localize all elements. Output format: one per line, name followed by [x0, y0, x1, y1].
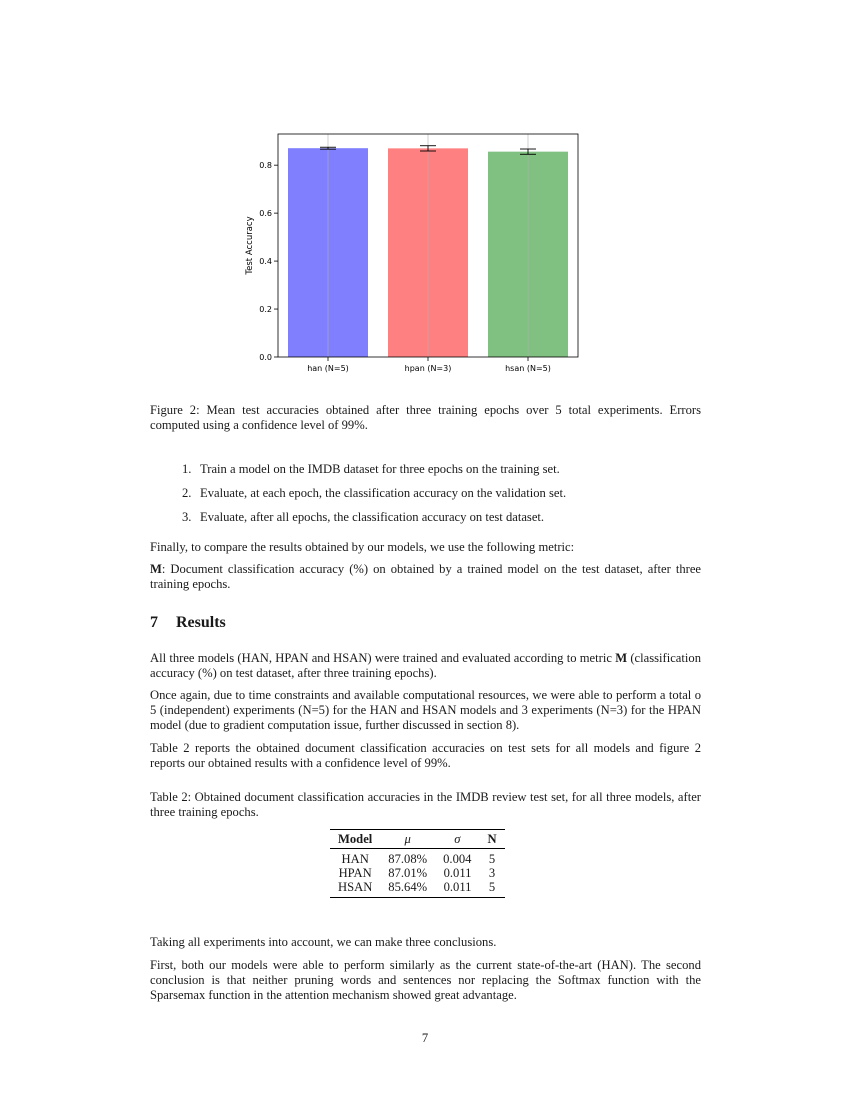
conclusion-paragraph-2: First, both our models were able to perform similarly as the current state-of-the-art (HAN). The second conclusion is that neither pruning words and sentences nor replacing the Softmax function with the Sparsemax function in the attention mechanism showed great advantage.	[150, 958, 701, 1002]
y-axis-ticks	[259, 161, 278, 362]
metric-intro: Finally, to compare the results obtained by our models, we use the following metric:	[150, 540, 575, 554]
y-tick-label: 0.4	[259, 257, 272, 267]
table-row	[330, 866, 505, 880]
text-run: All three models (HAN, HPAN and HSAN) were trained and evaluated according to metric	[150, 651, 616, 665]
cell-n: 5	[479, 880, 504, 898]
table-caption: Table 2: Obtained document classification accuracies in the IMDB review test set, for all three models, after three training epochs.	[150, 790, 701, 819]
table-row	[330, 880, 505, 898]
conclusion-paragraph-1: Taking all experiments into account, we can make three conclusions.	[150, 935, 497, 949]
cell-sigma: 0.004	[443, 852, 472, 866]
cell-mu: 85.64%	[380, 880, 435, 898]
y-tick-label: 0.0	[259, 353, 272, 362]
cell-mu: 87.01%	[388, 866, 428, 880]
list-item	[182, 486, 702, 501]
section-title: Results	[176, 614, 226, 631]
section-number: 7	[150, 614, 158, 631]
metric-label: M	[150, 562, 162, 576]
table-header-row	[330, 830, 505, 849]
x-tick-label: han (N=5)	[307, 364, 349, 373]
y-axis-label: Test Accuracy	[245, 216, 255, 275]
table-row	[330, 849, 505, 867]
list-item	[182, 510, 702, 525]
metric-definition	[150, 562, 701, 592]
section-heading	[150, 614, 226, 632]
results-table	[330, 829, 505, 898]
accuracy-bar-chart	[240, 128, 590, 378]
y-tick-label: 0.6	[259, 209, 272, 219]
header-n: N	[479, 830, 504, 849]
list-text: Evaluate, after all epochs, the classification accuracy on test dataset.	[200, 510, 545, 524]
page-number: 7	[421, 1031, 429, 1045]
header-mu: μ	[380, 830, 435, 849]
x-tick-label: hsan (N=5)	[505, 364, 551, 373]
list-number: 3.	[182, 510, 192, 524]
list-number: 2.	[182, 486, 192, 500]
text-run: (classification accuracy (%) on test dataset, after three training epochs).	[150, 651, 701, 680]
procedure-list	[182, 462, 702, 534]
bars-group	[288, 134, 568, 357]
list-item	[182, 462, 702, 477]
results-paragraph-1	[150, 651, 701, 681]
cell-model: HPAN	[338, 866, 372, 880]
cell-n: 5	[488, 852, 496, 866]
cell-model: HAN	[341, 852, 369, 866]
cell-mu: 87.08%	[388, 852, 428, 866]
cell-model: HSAN	[330, 880, 380, 898]
cell-sigma: 0.011	[443, 866, 472, 880]
list-text: Train a model on the IMDB dataset for three epochs on the training set.	[200, 462, 560, 476]
x-axis-ticks	[307, 357, 551, 373]
list-text: Evaluate, at each epoch, the classification accuracy on the validation set.	[200, 486, 567, 500]
figure-caption: Figure 2: Mean test accuracies obtained after three training epochs over 5 total experiments. Errors computed using a confidence level of 99%.	[150, 403, 701, 432]
cell-n: 3	[488, 866, 496, 880]
list-number: 1.	[182, 462, 192, 476]
header-model: Model	[330, 830, 380, 849]
y-tick-label: 0.2	[259, 305, 272, 315]
metric-text: : Document classification accuracy (%) on obtained by a trained model on the test dataset, after three training epochs.	[150, 562, 701, 591]
header-sigma: σ	[435, 830, 479, 849]
metric-ref: M	[615, 651, 628, 665]
y-tick-label: 0.8	[259, 161, 272, 171]
results-paragraph-2: Once again, due to time constraints and available computational resources, we were able to perform a total o 5 (independent) experiments (N=5) for the HAN and HSAN models and 3 experiments (N=3) for the HPAN model (due to gradient computation issue, further discussed in section 8).	[150, 688, 701, 732]
cell-sigma: 0.011	[435, 880, 479, 898]
x-tick-label: hpan (N=3)	[404, 364, 452, 373]
results-paragraph-3: Table 2 reports the obtained document classification accuracies on test sets for all models and figure 2 reports our obtained results with a confidence level of 99%.	[150, 741, 701, 770]
